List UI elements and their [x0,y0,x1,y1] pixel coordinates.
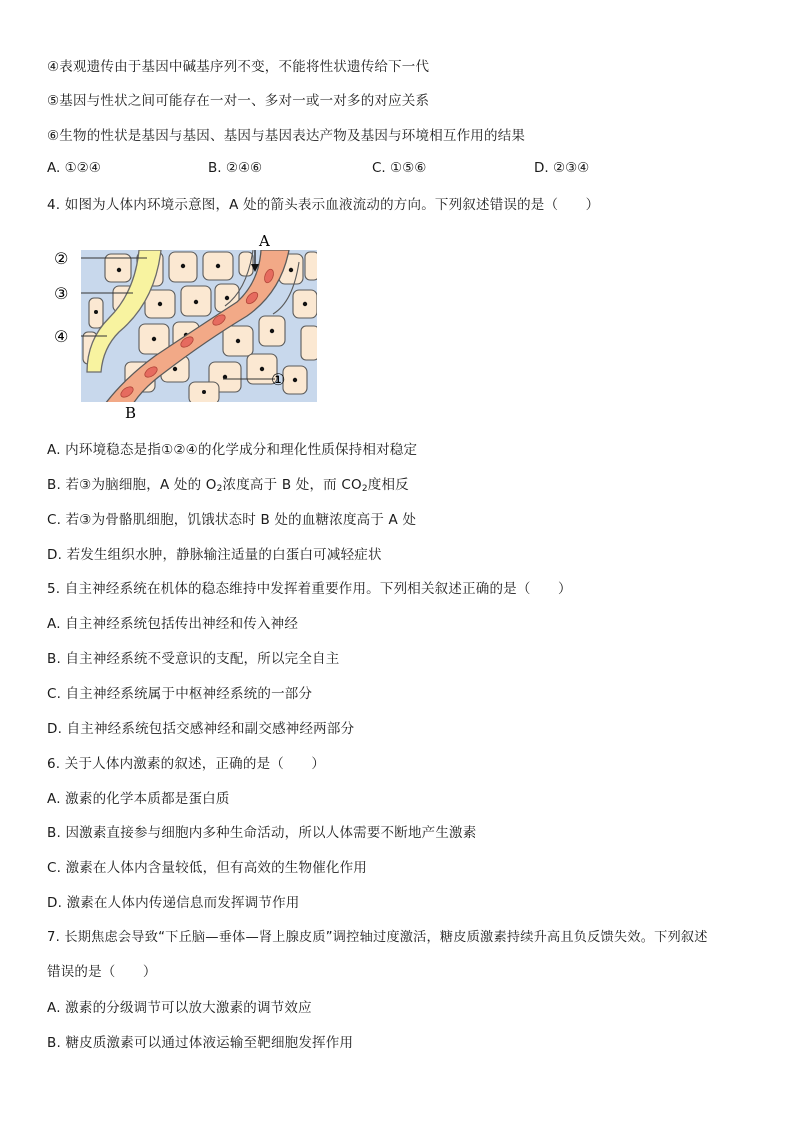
q6-stem: 6. 关于人体内激素的叙述，正确的是（ ） [47,756,326,772]
q7-stem-line-1: 7. 长期焦虑会导致“下丘脑—垂体—肾上腺皮质”调控轴过度激活，糖皮质激素持续升高且负反馈失效。下列叙述 [47,930,708,945]
tissue-diagram [47,232,337,422]
q5-stem: 5. 自主神经系统在机体的稳态维持中发挥着重要作用。下列相关叙述正确的是（ ） [47,581,572,597]
q3-option-a[interactable]: A. ①②④ [47,160,101,176]
q4-option-b-text-2: 浓度高于 B 处，而 CO [222,477,362,493]
q4-option-b-text-1: B. 若③为脑细胞，A 处的 O [47,477,217,493]
label-3: ③ [54,284,69,303]
q3-option-c[interactable]: C. ①⑤⑥ [372,160,427,176]
q5-option-b[interactable]: B. 自主神经系统不受意识的支配，所以完全自主 [47,651,340,667]
statement-5: ⑤基因与性状之间可能存在一对一、多对一或一对多的对应关系 [47,93,430,109]
label-1: ① [271,370,286,389]
statement-6: ⑥生物的性状是基因与基因、基因与基因表达产物及基因与环境相互作用的结果 [47,128,526,144]
q5-option-c[interactable]: C. 自主神经系统属于中枢神经系统的一部分 [47,686,313,702]
internal-environment-figure [47,232,337,422]
q4-option-b-text-3: 度相反 [367,477,409,493]
q3-option-d[interactable]: D. ②③④ [534,160,590,176]
label-2: ② [54,249,69,268]
q4-option-d[interactable]: D. 若发生组织水肿，静脉输注适量的白蛋白可减轻症状 [47,547,382,563]
label-b: B [125,404,137,422]
q5-option-d[interactable]: D. 自主神经系统包括交感神经和副交感神经两部分 [47,721,355,737]
q7-stem-line-2: 错误的是（ ） [47,964,157,980]
co2-subscript: 2 [361,484,368,494]
q7-option-b[interactable]: B. 糖皮质激素可以通过体液运输至靶细胞发挥作用 [47,1035,354,1051]
q6-option-a[interactable]: A. 激素的化学本质都是蛋白质 [47,791,230,807]
q4-option-a[interactable]: A. 内环境稳态是指①②④的化学成分和理化性质保持相对稳定 [47,442,418,458]
statement-4: ④表观遗传由于基因中碱基序列不变，不能将性状遗传给下一代 [47,59,430,75]
q6-option-b[interactable]: B. 因激素直接参与细胞内多种生命活动，所以人体需要不断地产生激素 [47,825,477,841]
label-4: ④ [54,327,69,346]
o2-subscript: 2 [216,484,223,494]
q6-option-d[interactable]: D. 激素在人体内传递信息而发挥调节作用 [47,895,300,911]
q6-option-c[interactable]: C. 激素在人体内含量较低，但有高效的生物催化作用 [47,860,368,876]
q3-options [47,160,687,180]
q7-option-a[interactable]: A. 激素的分级调节可以放大激素的调节效应 [47,1000,312,1016]
q3-option-b[interactable]: B. ②④⑥ [208,160,263,176]
q4-stem: 4. 如图为人体内环境示意图，A 处的箭头表示血液流动的方向。下列叙述错误的是（ ） [47,197,600,213]
q5-option-a[interactable]: A. 自主神经系统包括传出神经和传入神经 [47,616,299,632]
label-a: A [259,232,270,250]
q4-option-b[interactable] [47,475,409,499]
q4-option-c[interactable]: C. 若③为骨骼肌细胞，饥饿状态时 B 处的血糖浓度高于 A 处 [47,512,417,528]
